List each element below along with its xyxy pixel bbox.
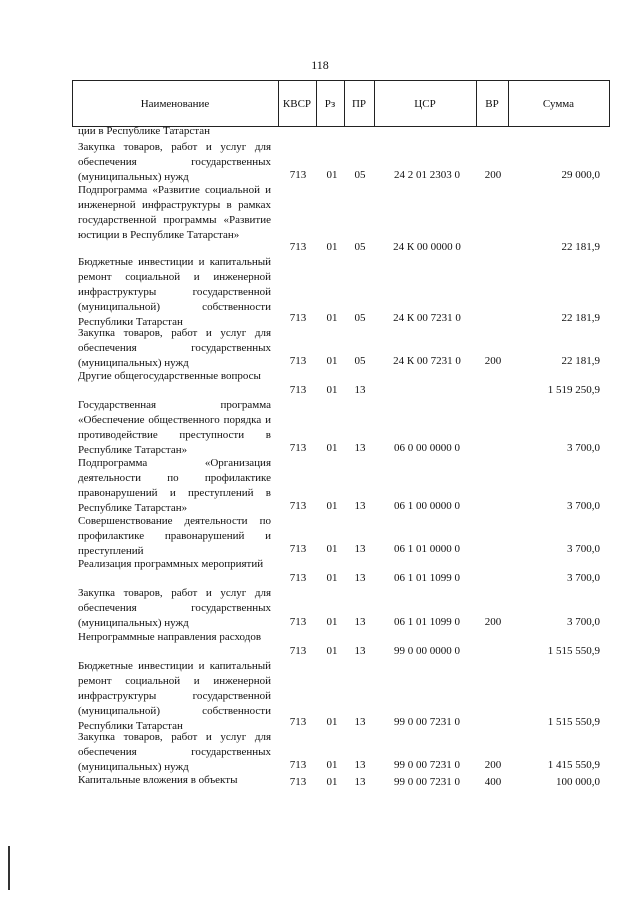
row-csr: 24 К 00 0000 0: [393, 241, 461, 253]
row-csr: 24 К 00 7231 0: [393, 355, 461, 367]
row-sum: 1 415 550,9: [547, 759, 600, 771]
header-name: Наименование: [140, 97, 210, 110]
row-csr: 24 К 00 7231 0: [393, 312, 461, 324]
row-rz: 01: [326, 759, 338, 771]
margin-mark: [8, 846, 10, 890]
table-row: [0, 183, 640, 256]
row-rz: 01: [326, 169, 338, 181]
row-kvsr: 713: [289, 312, 307, 324]
row-csr: 99 0 00 7231 0: [394, 759, 460, 771]
row-sum: 1 515 550,9: [547, 716, 600, 728]
row-vr: 200: [484, 355, 502, 367]
row-kvsr: 713: [289, 645, 307, 657]
row-name: Государственная программа «Обеспечение общественного порядка и противодействие преступности в Республике Татарстан»: [78, 399, 271, 456]
row-pr: 05: [354, 241, 366, 253]
table-row: [0, 659, 640, 731]
table-row: [0, 557, 640, 587]
row-kvsr: 713: [289, 616, 307, 628]
row-csr: 24 2 01 2303 0: [394, 169, 460, 181]
row-pr: 13: [354, 645, 366, 657]
row-kvsr: 713: [289, 442, 307, 454]
table-row: [0, 586, 640, 631]
header-vr: ВР: [485, 97, 499, 110]
row-name: Непрограммные направления расходов: [78, 631, 262, 643]
row-name: Закупка товаров, работ и услуг для обеспечения государственных (муниципальных) нужд: [78, 587, 271, 629]
row-pr: 13: [354, 500, 366, 512]
row-csr: 99 0 00 7231 0: [394, 716, 460, 728]
row-rz: 01: [326, 500, 338, 512]
row-sum: 3 700,0: [567, 572, 600, 584]
row-vr: 400: [484, 776, 502, 788]
row-pr: 13: [354, 716, 366, 728]
row-name: Реализация программных мероприятий: [78, 558, 264, 570]
row-name: Закупка товаров, работ и услуг для обеспечения государственных (муниципальных) нужд: [78, 731, 271, 773]
row-sum: 3 700,0: [567, 442, 600, 454]
row-csr: 06 1 01 0000 0: [394, 543, 460, 555]
row-rz: 01: [326, 384, 338, 396]
header-rz: Рз: [324, 97, 336, 110]
row-kvsr: 713: [289, 716, 307, 728]
row-pr: 05: [354, 312, 366, 324]
table-row: [0, 255, 640, 327]
row-sum: 22 181,9: [561, 241, 600, 253]
row-kvsr: 713: [289, 500, 307, 512]
row-pr: 13: [354, 572, 366, 584]
table-row: [0, 514, 640, 558]
row-rz: 01: [326, 543, 338, 555]
table-row: [0, 773, 640, 791]
table-row: [0, 326, 640, 370]
table-row: [0, 398, 640, 457]
row-sum: 1 519 250,9: [547, 384, 600, 396]
row-name: Закупка товаров, работ и услуг для обеспечения государственных (муниципальных) нужд: [78, 327, 271, 369]
row-name: Бюджетные инвестиции и капитальный ремонт социальной и инженерной инфраструктуры государственной (муниципальной) собственности Республики Татарстан: [78, 660, 271, 732]
row-csr: 06 1 01 1099 0: [394, 616, 460, 628]
row-sum: 100 000,0: [556, 776, 600, 788]
table-row: [0, 456, 640, 515]
table-row: [0, 124, 640, 139]
row-kvsr: 713: [289, 355, 307, 367]
row-rz: 01: [326, 355, 338, 367]
table-row: [0, 369, 640, 399]
row-sum: 29 000,0: [561, 169, 600, 181]
row-rz: 01: [326, 716, 338, 728]
header-border: [609, 81, 610, 126]
page-number: 118: [311, 58, 329, 72]
row-csr: 06 0 00 0000 0: [394, 442, 460, 454]
row-rz: 01: [326, 645, 338, 657]
row-sum: 22 181,9: [561, 355, 600, 367]
row-name: Совершенствование деятельности по профилактике правонарушений и преступлений: [78, 515, 271, 557]
table-row: [0, 140, 640, 184]
row-vr: 200: [484, 169, 502, 181]
row-sum: 3 700,0: [567, 616, 600, 628]
row-kvsr: 713: [289, 759, 307, 771]
row-name: Бюджетные инвестиции и капитальный ремонт социальной и инженерной инфраструктуры государственной (муниципальной) собственности Республики Татарстан: [78, 256, 271, 328]
row-kvsr: 713: [289, 572, 307, 584]
row-name: Подпрограмма «Развитие социальной и инженерной инфраструктуры в рамках государственной программы «Развитие юстиции в Республике Татарстан»: [78, 184, 271, 241]
row-rz: 01: [326, 776, 338, 788]
table-row: [0, 630, 640, 660]
row-pr: 13: [354, 543, 366, 555]
row-name: ции в Республике Татарстан: [78, 125, 210, 137]
header-kvsr: КВСР: [282, 97, 312, 110]
row-name: Другие общегосударственные вопросы: [78, 370, 261, 382]
row-csr: 99 0 00 0000 0: [394, 645, 460, 657]
row-name: Капитальные вложения в объекты: [78, 774, 238, 786]
row-kvsr: 713: [289, 169, 307, 181]
row-sum: 22 181,9: [561, 312, 600, 324]
row-vr: 200: [484, 616, 502, 628]
row-pr: 13: [354, 442, 366, 454]
row-rz: 01: [326, 572, 338, 584]
table-row: [0, 730, 640, 774]
row-rz: 01: [326, 241, 338, 253]
row-csr: 06 1 01 1099 0: [394, 572, 460, 584]
row-pr: 13: [354, 776, 366, 788]
row-kvsr: 713: [289, 776, 307, 788]
row-kvsr: 713: [289, 241, 307, 253]
row-pr: 13: [354, 616, 366, 628]
header-pr: ПР: [351, 97, 367, 110]
header-sum: Сумма: [542, 97, 575, 110]
row-kvsr: 713: [289, 543, 307, 555]
row-kvsr: 713: [289, 384, 307, 396]
row-pr: 05: [354, 169, 366, 181]
row-sum: 1 515 550,9: [547, 645, 600, 657]
row-rz: 01: [326, 442, 338, 454]
row-pr: 13: [354, 759, 366, 771]
row-rz: 01: [326, 616, 338, 628]
row-vr: 200: [484, 759, 502, 771]
row-sum: 3 700,0: [567, 500, 600, 512]
table-header: [72, 80, 610, 127]
header-csr: ЦСР: [414, 97, 436, 110]
row-csr: 06 1 00 0000 0: [394, 500, 460, 512]
row-sum: 3 700,0: [567, 543, 600, 555]
row-pr: 13: [354, 384, 366, 396]
row-rz: 01: [326, 312, 338, 324]
row-csr: 99 0 00 7231 0: [394, 776, 460, 788]
row-name: Подпрограмма «Организация деятельности по профилактике правонарушений и преступлений в Республике Татарстан»: [78, 457, 271, 514]
row-name: Закупка товаров, работ и услуг для обеспечения государственных (муниципальных) нужд: [78, 141, 271, 183]
row-pr: 05: [354, 355, 366, 367]
